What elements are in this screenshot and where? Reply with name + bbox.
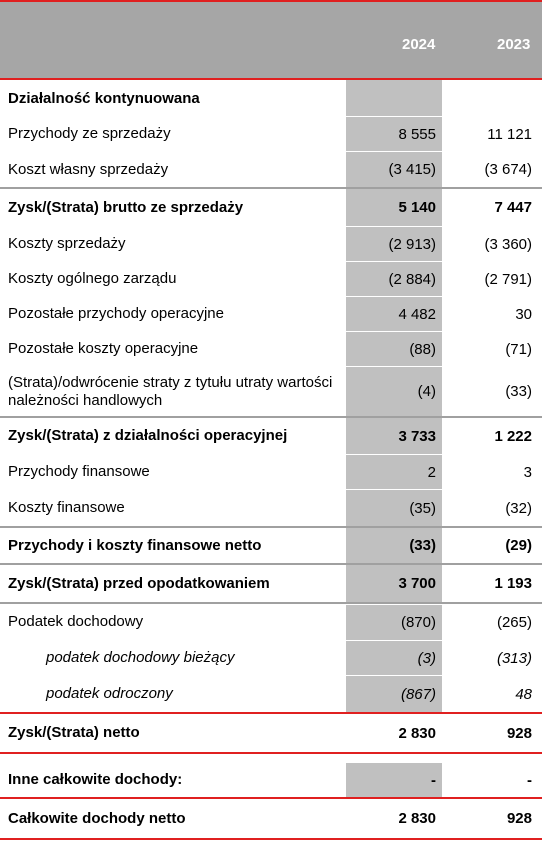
table-row xyxy=(0,82,542,116)
row-label: Koszty ogólnego zarządu xyxy=(8,270,177,287)
value-2024: (3 415) xyxy=(388,161,436,178)
row-label: Zysk/(Strata) brutto ze sprzedaży xyxy=(8,198,244,216)
table-row xyxy=(0,262,542,296)
row-label: podatek odroczony xyxy=(46,685,173,702)
value-2023: 928 xyxy=(506,724,532,742)
value-2023: 3 xyxy=(523,463,532,481)
row-label: Całkowite dochody netto xyxy=(8,809,186,827)
value-2024: 5 140 xyxy=(398,199,436,216)
value-2023: (32) xyxy=(505,499,532,517)
value-2023: (313) xyxy=(496,649,532,667)
value-2023: 928 xyxy=(506,810,532,827)
table-row xyxy=(0,604,542,640)
table-row xyxy=(0,189,542,226)
value-2023: (33) xyxy=(505,383,532,400)
table-row xyxy=(0,714,542,752)
row-label: Pozostałe koszty operacyjne xyxy=(8,340,199,357)
value-2024: 2 xyxy=(427,463,436,481)
value-2023: 11 121 xyxy=(487,125,532,143)
table-row xyxy=(0,367,542,416)
row-label: Zysk/(Strata) netto xyxy=(8,724,140,741)
value-2024: (4) xyxy=(417,383,436,400)
value-2023: - xyxy=(527,771,532,789)
separator-red xyxy=(0,838,542,840)
row-label: Koszt własny sprzedaży xyxy=(8,160,169,178)
value-2023: (71) xyxy=(505,340,532,358)
value-2024: (33) xyxy=(409,537,436,554)
row-label: Inne całkowite dochody: xyxy=(8,771,183,788)
table-row xyxy=(0,490,542,526)
table-row xyxy=(0,528,542,563)
table-row xyxy=(0,117,542,151)
row-label: Zysk/(Strata) przed opodatkowaniem xyxy=(8,574,270,592)
value-2024: (870) xyxy=(400,613,436,631)
table-row xyxy=(0,455,542,489)
year-2024-header: 2024 xyxy=(402,36,436,53)
value-2024: 2 830 xyxy=(398,810,436,827)
value-2024: 8 555 xyxy=(398,125,436,143)
table-row xyxy=(0,641,542,675)
row-label: Przychody finansowe xyxy=(8,463,150,480)
table-row xyxy=(0,332,542,366)
table-header xyxy=(0,0,542,80)
value-2024: - xyxy=(431,771,436,789)
table-row xyxy=(0,799,542,838)
row-label: Przychody ze sprzedaży xyxy=(8,125,171,142)
row-label: Koszty finansowe xyxy=(8,499,125,516)
row-label: podatek dochodowy bieżący xyxy=(46,649,235,666)
value-2024: 3 700 xyxy=(398,575,436,592)
value-2024: 3 733 xyxy=(398,427,436,445)
value-2024: (2 913) xyxy=(388,235,436,253)
table-row xyxy=(0,297,542,331)
table-row xyxy=(0,152,542,187)
value-2023: (265) xyxy=(496,613,532,631)
value-2024: 4 482 xyxy=(398,305,436,323)
value-2023: 48 xyxy=(515,685,532,703)
value-2023: (3 674) xyxy=(484,161,532,178)
row-label: Koszty sprzedaży xyxy=(8,235,126,252)
row-label: Podatek dochodowy xyxy=(8,613,144,630)
table-row xyxy=(0,763,542,797)
row-label: Przychody i koszty finansowe netto xyxy=(8,536,262,554)
row-label: (Strata)/odwrócenie straty z tytułu utraty wartości należności handlowych xyxy=(8,373,333,409)
value-2023: (29) xyxy=(505,537,532,554)
value-2024: (35) xyxy=(409,499,436,517)
value-2024: (2 884) xyxy=(388,270,436,288)
row-label: Pozostałe przychody operacyjne xyxy=(8,305,224,322)
value-2023: 30 xyxy=(515,305,532,323)
value-2023: (3 360) xyxy=(484,235,532,253)
value-2023: 1 193 xyxy=(494,575,532,592)
row-label: Działalność kontynuowana xyxy=(8,90,200,107)
row-label: Zysk/(Strata) z działalności operacyjnej xyxy=(8,427,288,444)
value-2023: (2 791) xyxy=(484,270,532,288)
value-2024: (3) xyxy=(417,649,436,667)
value-2024: 2 830 xyxy=(398,724,436,742)
value-2023: 1 222 xyxy=(494,427,532,445)
table-row xyxy=(0,418,542,454)
value-2024: (867) xyxy=(400,685,436,703)
value-2024: (88) xyxy=(409,340,436,358)
table-row xyxy=(0,565,542,602)
table-row xyxy=(0,676,542,712)
year-2023-header: 2023 xyxy=(497,36,531,53)
value-2023: 7 447 xyxy=(494,199,532,216)
separator-red xyxy=(0,752,542,754)
table-row xyxy=(0,227,542,261)
